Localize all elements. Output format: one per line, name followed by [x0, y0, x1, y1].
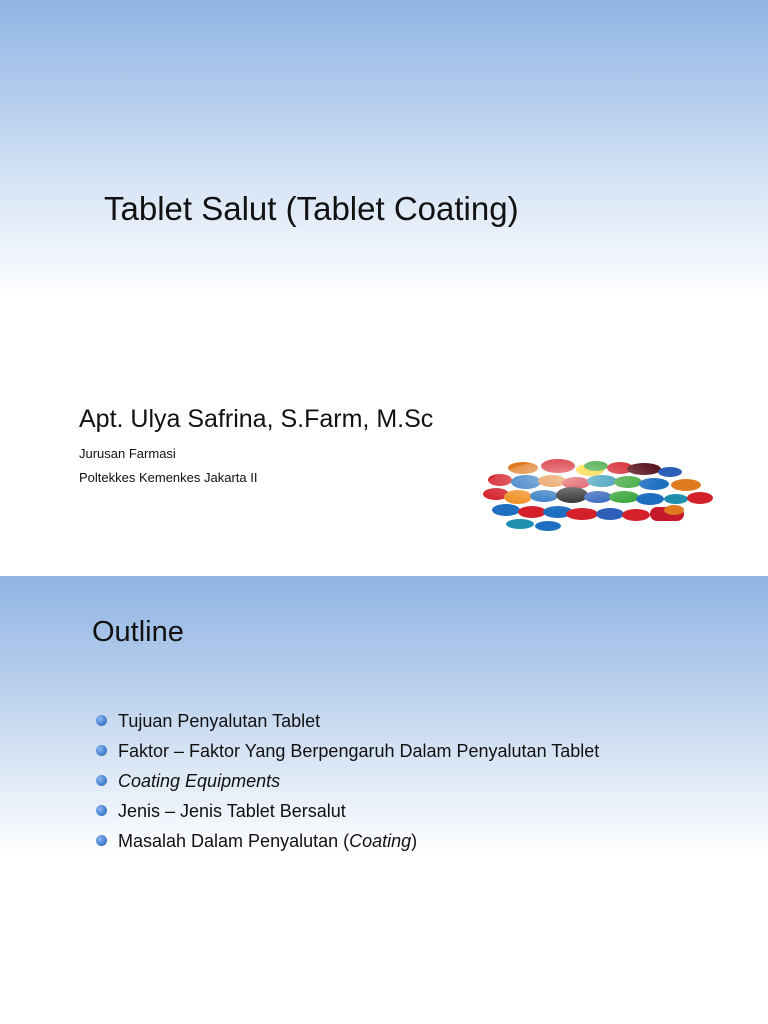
author-name: Apt. Ulya Safrina, S.Farm, M.Sc	[79, 405, 434, 433]
outline-title: Outline	[92, 616, 184, 648]
slide-title: Tablet Salut (Tablet Coating)	[104, 190, 519, 227]
list-item	[92, 736, 599, 766]
list-item-text-italic: Coating Equipments	[118, 771, 281, 791]
affiliation-department: Jurusan Farmasi	[79, 446, 176, 461]
list-item	[92, 826, 599, 856]
outline-slide	[0, 576, 768, 1024]
list-item-text: Masalah Dalam Penyalutan (	[118, 831, 350, 851]
outline-list	[92, 706, 599, 856]
list-item	[92, 796, 599, 826]
list-item-text: Faktor – Faktor Yang Berpengaruh Dalam Penyalutan Tablet	[118, 741, 600, 761]
bullet-dot-icon	[96, 805, 107, 816]
bullet-dot-icon	[96, 835, 107, 846]
list-item-text: Tujuan Penyalutan Tablet	[118, 711, 321, 731]
list-item	[92, 766, 599, 796]
bullet-dot-icon	[96, 745, 107, 756]
affiliation-institution: Poltekkes Kemenkes Jakarta II	[79, 470, 258, 485]
list-item-text-italic: Coating	[349, 831, 412, 851]
list-item-text-suffix: )	[411, 831, 418, 851]
bullet-dot-icon	[96, 775, 107, 786]
list-item	[92, 706, 599, 736]
colorful-tablets-image	[478, 452, 720, 536]
bullet-dot-icon	[96, 715, 107, 726]
list-item-text: Jenis – Jenis Tablet Bersalut	[118, 801, 346, 821]
